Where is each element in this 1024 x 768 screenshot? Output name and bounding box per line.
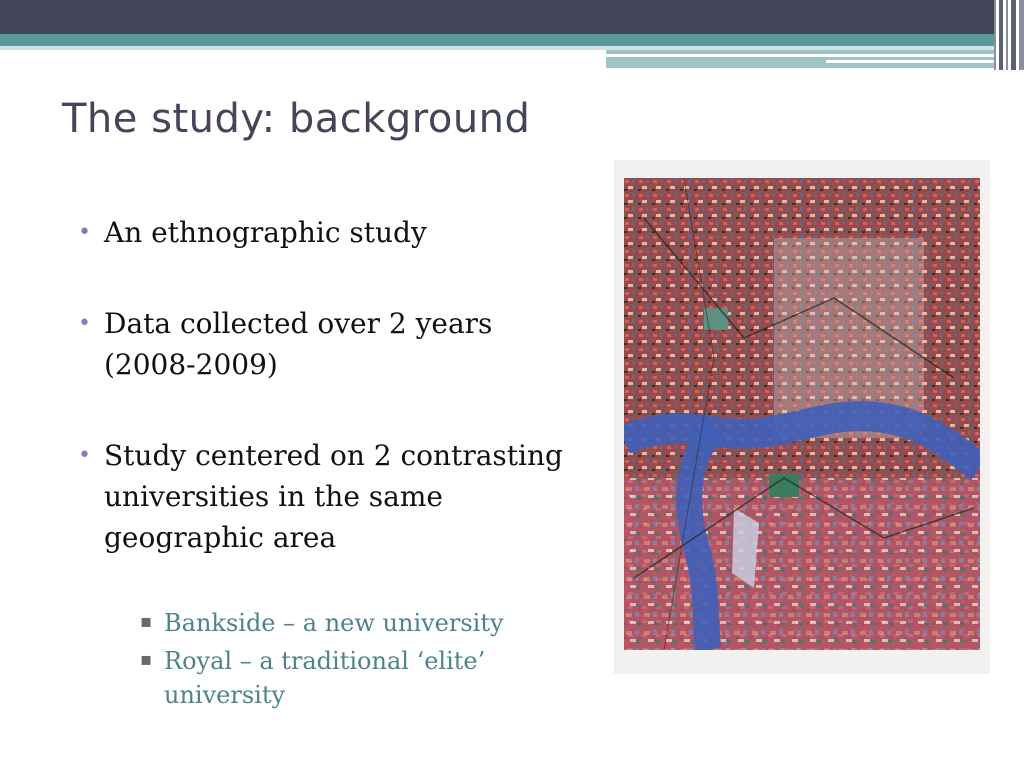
header-band-teal: [0, 34, 1024, 46]
sub-bullet-item: [134, 644, 572, 712]
bullet-text: An ethnographic study: [104, 216, 427, 249]
bullet-text: Study centered on 2 contrasting universities in the same geographic area: [104, 439, 563, 554]
map-artwork: [624, 178, 980, 650]
sub-bullet-dot-icon: ▪: [140, 649, 153, 670]
header-edge-stripes: [994, 0, 1024, 70]
bullet-item: [72, 303, 572, 385]
header-accent-line: [606, 54, 1024, 57]
sub-bullet-list: [72, 606, 572, 712]
slide-title: The study: background: [62, 96, 531, 142]
bullet-item: [72, 212, 572, 253]
bullet-list: [72, 212, 572, 716]
bullet-dot-icon: •: [78, 220, 91, 245]
bullet-dot-icon: •: [78, 443, 91, 468]
header-accent-block: [606, 50, 1024, 68]
city-map-collage-image: [614, 160, 990, 674]
sub-bullet-group: [72, 606, 572, 712]
bullet-item: [72, 435, 572, 558]
sub-bullet-text: Royal – a traditional ‘elite’ university: [164, 647, 486, 709]
header-band-dark: [0, 0, 1024, 34]
bullet-text: Data collected over 2 years (2008-2009): [104, 307, 493, 381]
sub-bullet-dot-icon: ▪: [140, 611, 153, 632]
sub-bullet-item: [134, 606, 572, 640]
bullet-dot-icon: •: [78, 311, 91, 336]
sub-bullet-text: Bankside – a new university: [164, 609, 504, 637]
